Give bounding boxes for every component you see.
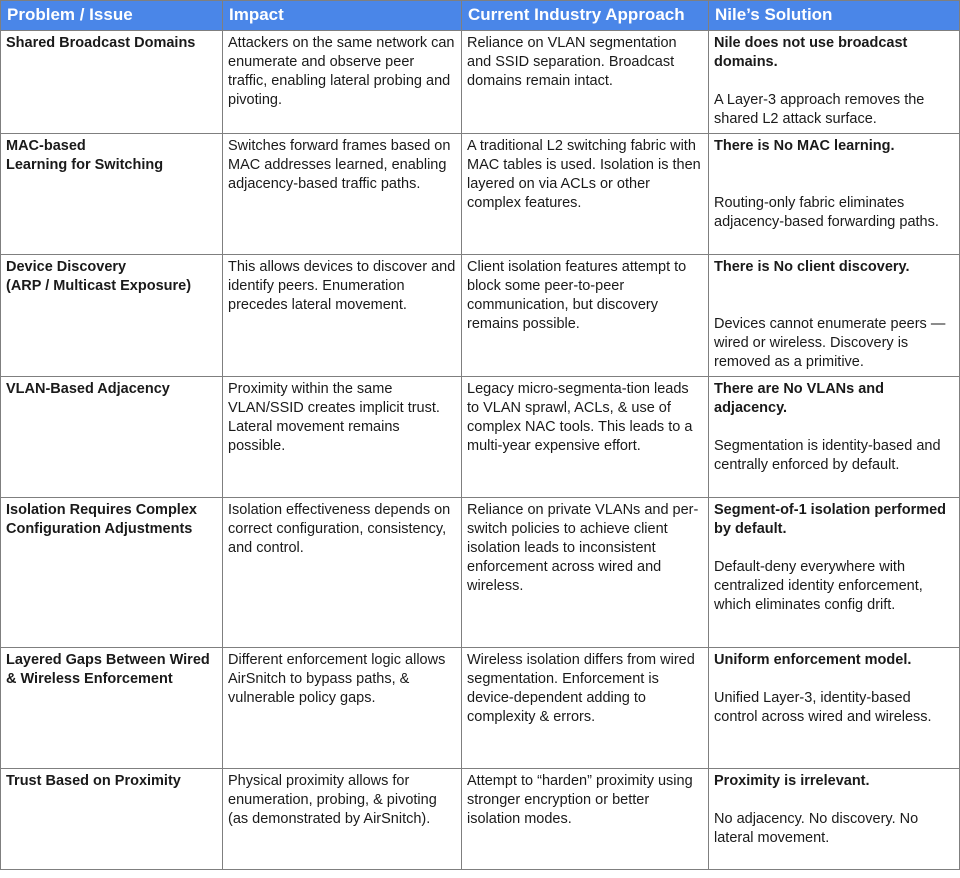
column-header-industry-approach: Current Industry Approach — [462, 1, 709, 31]
solution-detail: Devices cannot enumerate peers — wired or wireless. Discovery is removed as a primitive. — [714, 316, 946, 370]
table-row — [1, 255, 960, 377]
spacer — [714, 72, 954, 91]
table-row — [1, 134, 960, 255]
problem-cell: Shared Broadcast Domains — [1, 31, 223, 134]
table-header-row — [1, 1, 960, 31]
impact-cell: This allows devices to discover and identify peers. Enumeration precedes lateral movement. — [223, 255, 462, 377]
column-header-impact: Impact — [223, 1, 462, 31]
approach-cell: Legacy micro-segmenta-tion leads to VLAN sprawl, ACLs, & use of complex NAC tools. This leads to a multi-year expensive effort. — [462, 377, 709, 498]
impact-cell: Attackers on the same network can enumerate and observe peer traffic, enabling lateral probing and pivoting. — [223, 31, 462, 134]
solution-cell — [709, 134, 960, 255]
impact-cell: Different enforcement logic allows AirSnitch to bypass paths, & vulnerable policy gaps. — [223, 648, 462, 769]
problem-cell: MAC-based Learning for Switching — [1, 134, 223, 255]
approach-cell: Reliance on private VLANs and per-switch policies to achieve client isolation leads to inconsistent enforcement across wired and wireless. — [462, 498, 709, 648]
table-row — [1, 377, 960, 498]
problem-cell: Trust Based on Proximity — [1, 769, 223, 870]
solution-heading: Proximity is irrelevant. — [714, 773, 870, 789]
approach-cell: Attempt to “harden” proximity using stronger encryption or better isolation modes. — [462, 769, 709, 870]
column-header-nile-solution: Nile’s Solution — [709, 1, 960, 31]
problem-cell: Device Discovery (ARP / Multicast Exposure) — [1, 255, 223, 377]
solution-heading: There is No MAC learning. — [714, 138, 895, 154]
problem-cell: VLAN-Based Adjacency — [1, 377, 223, 498]
solution-heading: There are No VLANs and adjacency. — [714, 381, 885, 416]
approach-cell: Wireless isolation differs from wired segmentation. Enforcement is device-dependent adding to complexity & errors. — [462, 648, 709, 769]
approach-cell: Reliance on VLAN segmentation and SSID separation. Broadcast domains remain intact. — [462, 31, 709, 134]
solution-heading: Segment-of-1 isolation performed by default. — [714, 502, 947, 537]
solution-detail: Default-deny everywhere with centralized identity enforcement, which eliminates config drift. — [714, 559, 923, 613]
spacer — [714, 418, 954, 437]
table-row — [1, 498, 960, 648]
solution-detail: A Layer-3 approach removes the shared L2 attack surface. — [714, 92, 925, 127]
approach-cell: A traditional L2 switching fabric with MAC tables is used. Isolation is then layered on via ACLs or other complex features. — [462, 134, 709, 255]
table-row — [1, 31, 960, 134]
solution-detail: Unified Layer-3, identity-based control across wired and wireless. — [714, 690, 932, 725]
solution-cell — [709, 769, 960, 870]
solution-detail: Segmentation is identity-based and centrally enforced by default. — [714, 438, 941, 473]
solution-cell — [709, 648, 960, 769]
spacer — [714, 277, 954, 315]
impact-cell: Physical proximity allows for enumeration, probing, & pivoting (as demonstrated by AirSnitch). — [223, 769, 462, 870]
solution-heading: Nile does not use broadcast domains. — [714, 35, 908, 70]
column-header-problem: Problem / Issue — [1, 1, 223, 31]
problem-cell: Layered Gaps Between Wired & Wireless Enforcement — [1, 648, 223, 769]
solution-detail: No adjacency. No discovery. No lateral movement. — [714, 811, 919, 846]
approach-cell: Client isolation features attempt to block some peer-to-peer communication, but discovery remains possible. — [462, 255, 709, 377]
spacer — [714, 156, 954, 194]
solution-cell — [709, 255, 960, 377]
impact-cell: Proximity within the same VLAN/SSID creates implicit trust. Lateral movement remains possible. — [223, 377, 462, 498]
spacer — [714, 539, 954, 558]
solution-cell — [709, 31, 960, 134]
spacer — [714, 670, 954, 689]
solution-cell — [709, 377, 960, 498]
solution-heading: Uniform enforcement model. — [714, 652, 912, 668]
spacer — [714, 791, 954, 810]
solution-cell — [709, 498, 960, 648]
solution-heading: There is No client discovery. — [714, 259, 910, 275]
impact-cell: Isolation effectiveness depends on correct configuration, consistency, and control. — [223, 498, 462, 648]
problem-cell: Isolation Requires Complex Configuration Adjustments — [1, 498, 223, 648]
impact-cell: Switches forward frames based on MAC addresses learned, enabling adjacency-based traffic paths. — [223, 134, 462, 255]
solution-detail: Routing-only fabric eliminates adjacency-based forwarding paths. — [714, 195, 939, 230]
table-row — [1, 769, 960, 870]
table-row — [1, 648, 960, 769]
